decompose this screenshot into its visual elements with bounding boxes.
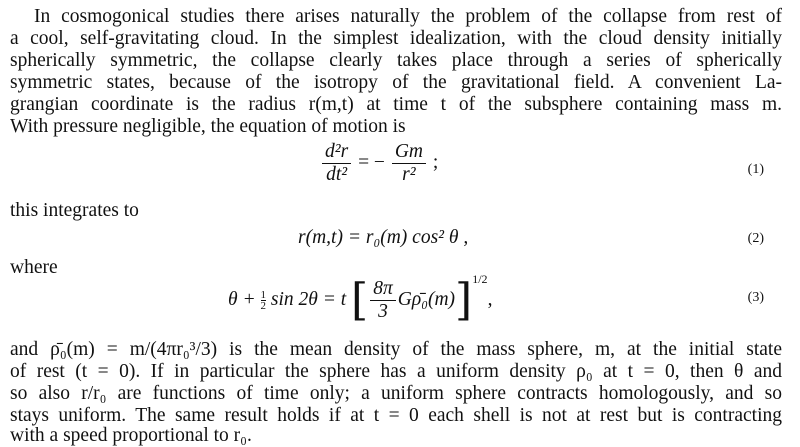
eq3-mid: sin 2θ = t bbox=[270, 289, 347, 310]
eq1-lhs-denominator: dt² bbox=[326, 164, 348, 185]
eq3-half-denominator: 2 bbox=[260, 300, 266, 313]
eq3-open-bracket: [ bbox=[351, 274, 369, 326]
paragraph-2-line-5: with a speed proportional to r₀. bbox=[10, 425, 252, 446]
eq1-rhs-denominator: r² bbox=[402, 164, 416, 185]
equation-1-number: (1) bbox=[747, 162, 764, 177]
eq3-fraction bbox=[370, 279, 396, 322]
paragraph-1-line-2: a cool, self-gravitating cloud. In the simplest idealization, with the cloud density initially bbox=[10, 28, 782, 49]
equation-2-number: (2) bbox=[747, 231, 764, 246]
paragraph-1-line-6: With pressure negligible, the equation of motion is bbox=[10, 116, 406, 137]
eq1-equals: = − bbox=[358, 151, 385, 173]
eq3-close-bracket: ] bbox=[455, 274, 473, 326]
eq1-lhs-numerator: d²r bbox=[322, 142, 351, 164]
paragraph-2-line-4: stays uniform. The same result holds if at t = 0 each shell is not at rest but is contracting bbox=[10, 405, 782, 426]
paragraph-2-line-3: so also r/r₀ are functions of time only; a uniform sphere contracts homologously, and so bbox=[10, 383, 782, 404]
eq3-inner: Gρ̄₀(m) bbox=[397, 289, 456, 310]
equation-1 bbox=[320, 142, 438, 185]
eq1-lhs-fraction bbox=[322, 142, 351, 185]
eq3-lhs: θ + bbox=[228, 289, 256, 310]
eq1-rhs-numerator: Gm bbox=[392, 142, 426, 164]
eq3-half-fraction bbox=[261, 290, 267, 311]
paragraph-1-line-4: symmetric states, because of the isotropy of the gravitational field. A convenient La- bbox=[10, 72, 782, 93]
text-after-eq2: where bbox=[10, 257, 58, 278]
eq1-rhs-fraction bbox=[392, 142, 426, 185]
equation-3-number: (3) bbox=[747, 290, 764, 305]
equation-2: r(m,t) = r₀(m) cos² θ , bbox=[298, 227, 469, 248]
equation-3 bbox=[228, 272, 493, 326]
eq3-power: 1/2 bbox=[472, 272, 488, 286]
eq3-fraction-denominator: 3 bbox=[378, 301, 388, 323]
eq3-fraction-numerator: 8π bbox=[370, 279, 396, 301]
eq3-half-numerator: 1 bbox=[260, 289, 266, 302]
eq3-tail: , bbox=[487, 289, 493, 310]
text-after-eq1: this integrates to bbox=[10, 200, 139, 221]
paragraph-1-line-3: spherically symmetric, the collapse clearly takes place through a series of spherically bbox=[10, 50, 782, 71]
paragraph-2-line-2: of rest (t = 0). If in particular the sphere has a uniform density ρ₀ at t = 0, then θ and bbox=[10, 361, 782, 382]
eq1-tail: ; bbox=[432, 151, 439, 173]
paragraph-2-line-1: and ρ̄₀(m) = m/(4πr₀³/3) is the mean density of the mass sphere, m, at the initial state bbox=[10, 339, 782, 360]
paragraph-1-line-5: grangian coordinate is the radius r(m,t) at time t of the subsphere containing mass m. bbox=[10, 94, 782, 115]
paragraph-1-line-1: In cosmogonical studies there arises naturally the problem of the collapse from rest of bbox=[34, 6, 782, 27]
